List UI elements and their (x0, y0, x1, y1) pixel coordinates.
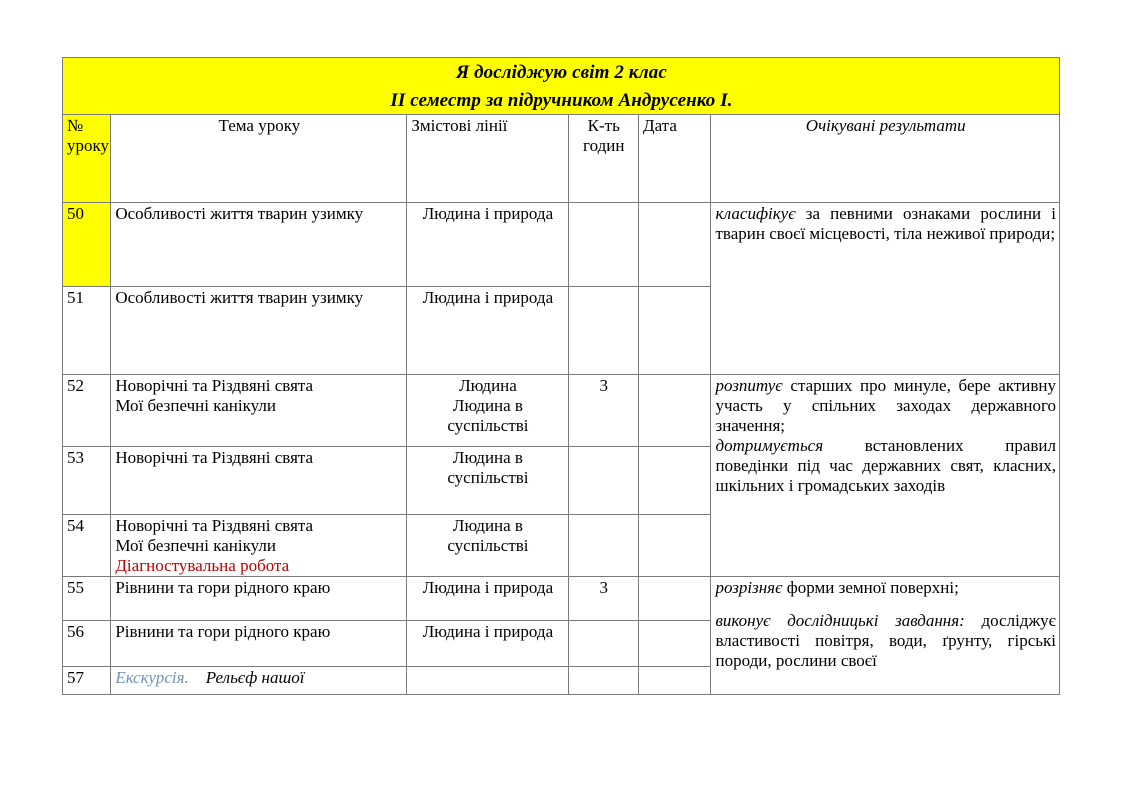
cell-date (638, 287, 711, 375)
cell-hours: 3 (568, 577, 638, 621)
title-banner-row (63, 58, 1060, 115)
content-line: Людина (459, 376, 517, 396)
theme-excursion-label: Екскурсія. (115, 668, 189, 688)
cell-expected-results (711, 577, 1060, 695)
cell-lesson-number: 55 (63, 577, 111, 621)
column-header-lesson-number: № уроку (63, 115, 111, 203)
cell-theme (111, 515, 407, 577)
column-header-content-lines: Змістові лінії (407, 115, 568, 203)
cell-theme: Рівнини та гори рідного краю (111, 577, 407, 621)
cell-expected-results (711, 375, 1060, 577)
cell-content-lines: Людина і природа (407, 577, 568, 621)
cell-theme: Новорічні та Різдвяні свята (111, 447, 407, 515)
cell-hours (568, 667, 638, 695)
cell-content-lines (407, 375, 568, 447)
cell-content-lines (407, 667, 568, 695)
cell-date (638, 375, 711, 447)
theme-excursion-text: Рельєф нашої (205, 668, 305, 688)
cell-expected-results (711, 203, 1060, 375)
document-title-cell (63, 58, 1060, 115)
cell-lesson-number: 52 (63, 375, 111, 447)
page-title-line-1: Я досліджую світ 2 клас (456, 62, 667, 83)
cell-content-lines: Людина і природа (407, 621, 568, 667)
table-row (63, 577, 1060, 621)
cell-lesson-number: 53 (63, 447, 111, 515)
cell-hours (568, 621, 638, 667)
cell-lesson-number: 56 (63, 621, 111, 667)
theme-line: Новорічні та Різдвяні свята (115, 516, 314, 536)
cell-hours (568, 203, 638, 287)
cell-theme: Особливості життя тварин узимку (111, 287, 407, 375)
cell-theme (111, 375, 407, 447)
results-body-text: за певними ознаками рослини і тварин своєї місцевості, тіла неживої природи; (715, 204, 1056, 244)
cell-hours: 3 (568, 375, 638, 447)
cell-lesson-number: 50 (63, 203, 111, 287)
cell-date (638, 577, 711, 621)
column-header-hours: К-ть годин (568, 115, 638, 203)
cell-theme (111, 667, 407, 695)
content-line: Людина в суспільстві (447, 396, 529, 436)
results-lead-term: дотримується (715, 436, 824, 456)
column-header-date: Дата (638, 115, 711, 203)
cell-hours (568, 515, 638, 577)
cell-date (638, 203, 711, 287)
cell-lesson-number: 57 (63, 667, 111, 695)
results-lead-term: розрізняє (715, 578, 783, 598)
cell-theme: Рівнини та гори рідного краю (111, 621, 407, 667)
cell-content-lines: Людина і природа (407, 203, 568, 287)
paragraph-spacer (715, 598, 1056, 611)
page-title-line-2: ІІ семестр за підручником Андрусенко І. (390, 89, 733, 111)
results-lead-term: виконує дослідницькі завдання: (715, 611, 965, 631)
cell-date (638, 667, 711, 695)
results-lead-term: розпитує (715, 376, 783, 396)
results-body-text: форми земної поверхні; (782, 578, 959, 598)
table-header-row (63, 115, 1060, 203)
cell-lesson-number: 51 (63, 287, 111, 375)
results-body-text: старших про минуле, бере активну участь у спільних заходах державного значення; (715, 376, 1056, 436)
cell-lesson-number: 54 (63, 515, 111, 577)
theme-line: Мої безпечні канікули (115, 396, 276, 416)
theme-line-diagnostic-work: Діагностувальна робота (115, 556, 290, 576)
cell-content-lines: Людина в суспільстві (407, 447, 568, 515)
cell-date (638, 621, 711, 667)
column-header-theme: Тема уроку (111, 115, 407, 203)
theme-line: Новорічні та Різдвяні свята (115, 376, 314, 396)
table-row (63, 203, 1060, 287)
cell-content-lines: Людина в суспільстві (407, 515, 568, 577)
column-header-results: Очікувані результати (711, 115, 1060, 203)
cell-hours (568, 447, 638, 515)
cell-date (638, 447, 711, 515)
cell-content-lines: Людина і природа (407, 287, 568, 375)
results-body-text: встановлених правил поведінки під час державних свят, класних, шкільних і громадських заходів (715, 436, 1056, 496)
lesson-plan-table (62, 57, 1060, 695)
results-body-text: досліджує властивості повітря, води, ґрунту, гірські породи, рослини своєї (715, 611, 1056, 671)
theme-line: Мої безпечні канікули (115, 536, 276, 556)
cell-hours (568, 287, 638, 375)
results-lead-term: класифікує (715, 204, 796, 224)
table-row (63, 375, 1060, 447)
cell-date (638, 515, 711, 577)
cell-theme: Особливості життя тварин узимку (111, 203, 407, 287)
